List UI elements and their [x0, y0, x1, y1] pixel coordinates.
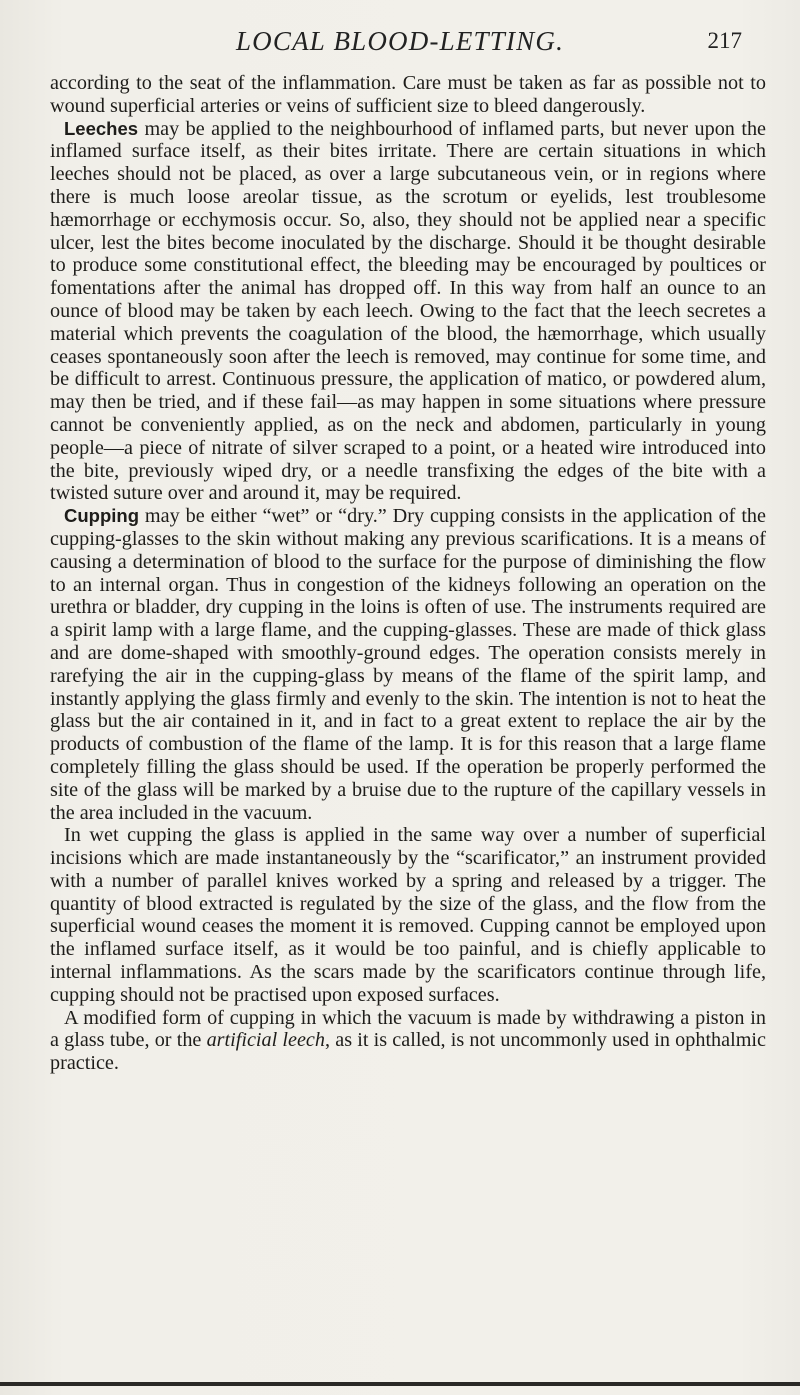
italic-term-artificial-leech: artificial leech: [206, 1029, 325, 1052]
running-title: LOCAL BLOOD-LETTING.: [235, 26, 565, 56]
paragraph-wet-cupping: In wet cupping the glass is applied in the same way over a number of superficial incisions which are made instantaneously by the “scarificator,” an instrument provided with a number of parallel knives worked by a spring and released by a trigger. The quantity of blood extracted is regulated by the size of the glass, and the flow from the superficial wound ceases the moment it is removed. Cupping cannot be employed upon the inflamed surface itself, as it would be too painful, and is chiefly applicable to internal inflammations. As the scars made by the scarificators continue through life, cupping should not be practised upon exposed surfaces.: [50, 824, 766, 1006]
paragraph-continuation: according to the seat of the inflammation. Care must be taken as far as possible not to wound superficial arteries or veins of sufficient size to bleed dangerously.: [50, 72, 766, 117]
paragraph-leeches: [50, 118, 766, 506]
run-in-heading-cupping: Cupping: [64, 505, 140, 527]
paragraph-leeches-text: may be applied to the neighbourhood of inflamed parts, but never upon the inflamed surface itself, as their bites irritate. There are certain situations in which leeches should not be placed, as over a large subcutaneous vein, or in regions where there is much loose areolar tissue, as the scrotum or eyelids, lest troublesome hæmorrhage or ecchymosis occur. So, also, they should not be applied near a specific ulcer, lest the bites become inoculated by the discharge. Should it be thought desirable to produce some constitutional effect, the bleeding may be encouraged by poultices or fomentations after the animal has dropped off. In this way from half an ounce to an ounce of blood may be taken by each leech. Owing to the fact that the leech secretes a material which prevents the coagulation of the blood, the hæmorrhage, which usually ceases spontaneously soon after the leech is removed, may continue for some time, and be difficult to arrest. Continuous pressure, the application of matico, or powdered alum, may then be tried, and if these fail—as may happen in some situations where pressure cannot be conveniently applied, as on the neck and abdomen, particularly in young people—a piece of nitrate of silver scraped to a point, or a heated wire introduced into the bite, previously wiped dry, or a needle transfixing the edges of the bite with a twisted suture over and around it, may be required.: [50, 117, 766, 505]
paragraph-artificial-leech-start: A modified form of cupping in which the vacuum is made by withdrawing a piston in a glass tube, or the: [50, 1006, 766, 1052]
body-text: [50, 72, 766, 1075]
run-in-heading-leeches: Leeches: [64, 117, 139, 139]
running-head: [0, 22, 800, 62]
page-bottom-rule: [0, 1382, 800, 1386]
paragraph-cupping: [50, 505, 766, 824]
page-number: 217: [707, 28, 742, 53]
paragraph-artificial-leech: [50, 1007, 766, 1075]
paragraph-artificial-leech-end: , as it is called, is not uncommonly used in ophthalmic practice.: [50, 1029, 766, 1075]
paragraph-cupping-text: may be either “wet” or “dry.” Dry cupping consists in the application of the cupping-glasses to the skin without making any previous scarifications. It is a means of causing a determination of blood to the surface for the purpose of diminishing the flow to an internal organ. Thus in congestion of the kidneys following an operation on the urethra or bladder, dry cupping in the loins is often of use. The instruments required are a spirit lamp with a large flame, and the cupping-glasses. These are made of thick glass and are dome-shaped with smoothly-ground edges. The operation consists merely in rarefying the air in the cupping-glass by means of the flame of the spirit lamp, and instantly applying the glass firmly and evenly to the skin. The intention is not to heat the glass but the air contained in it, and in fact to a great extent to replace the air by the products of combustion of the flame of the lamp. It is for this reason that a large flame completely filling the glass should be used. If the operation be properly performed the site of the glass will be marked by a bruise due to the rupture of the capillary vessels in the area included in the vacuum.: [50, 505, 766, 824]
